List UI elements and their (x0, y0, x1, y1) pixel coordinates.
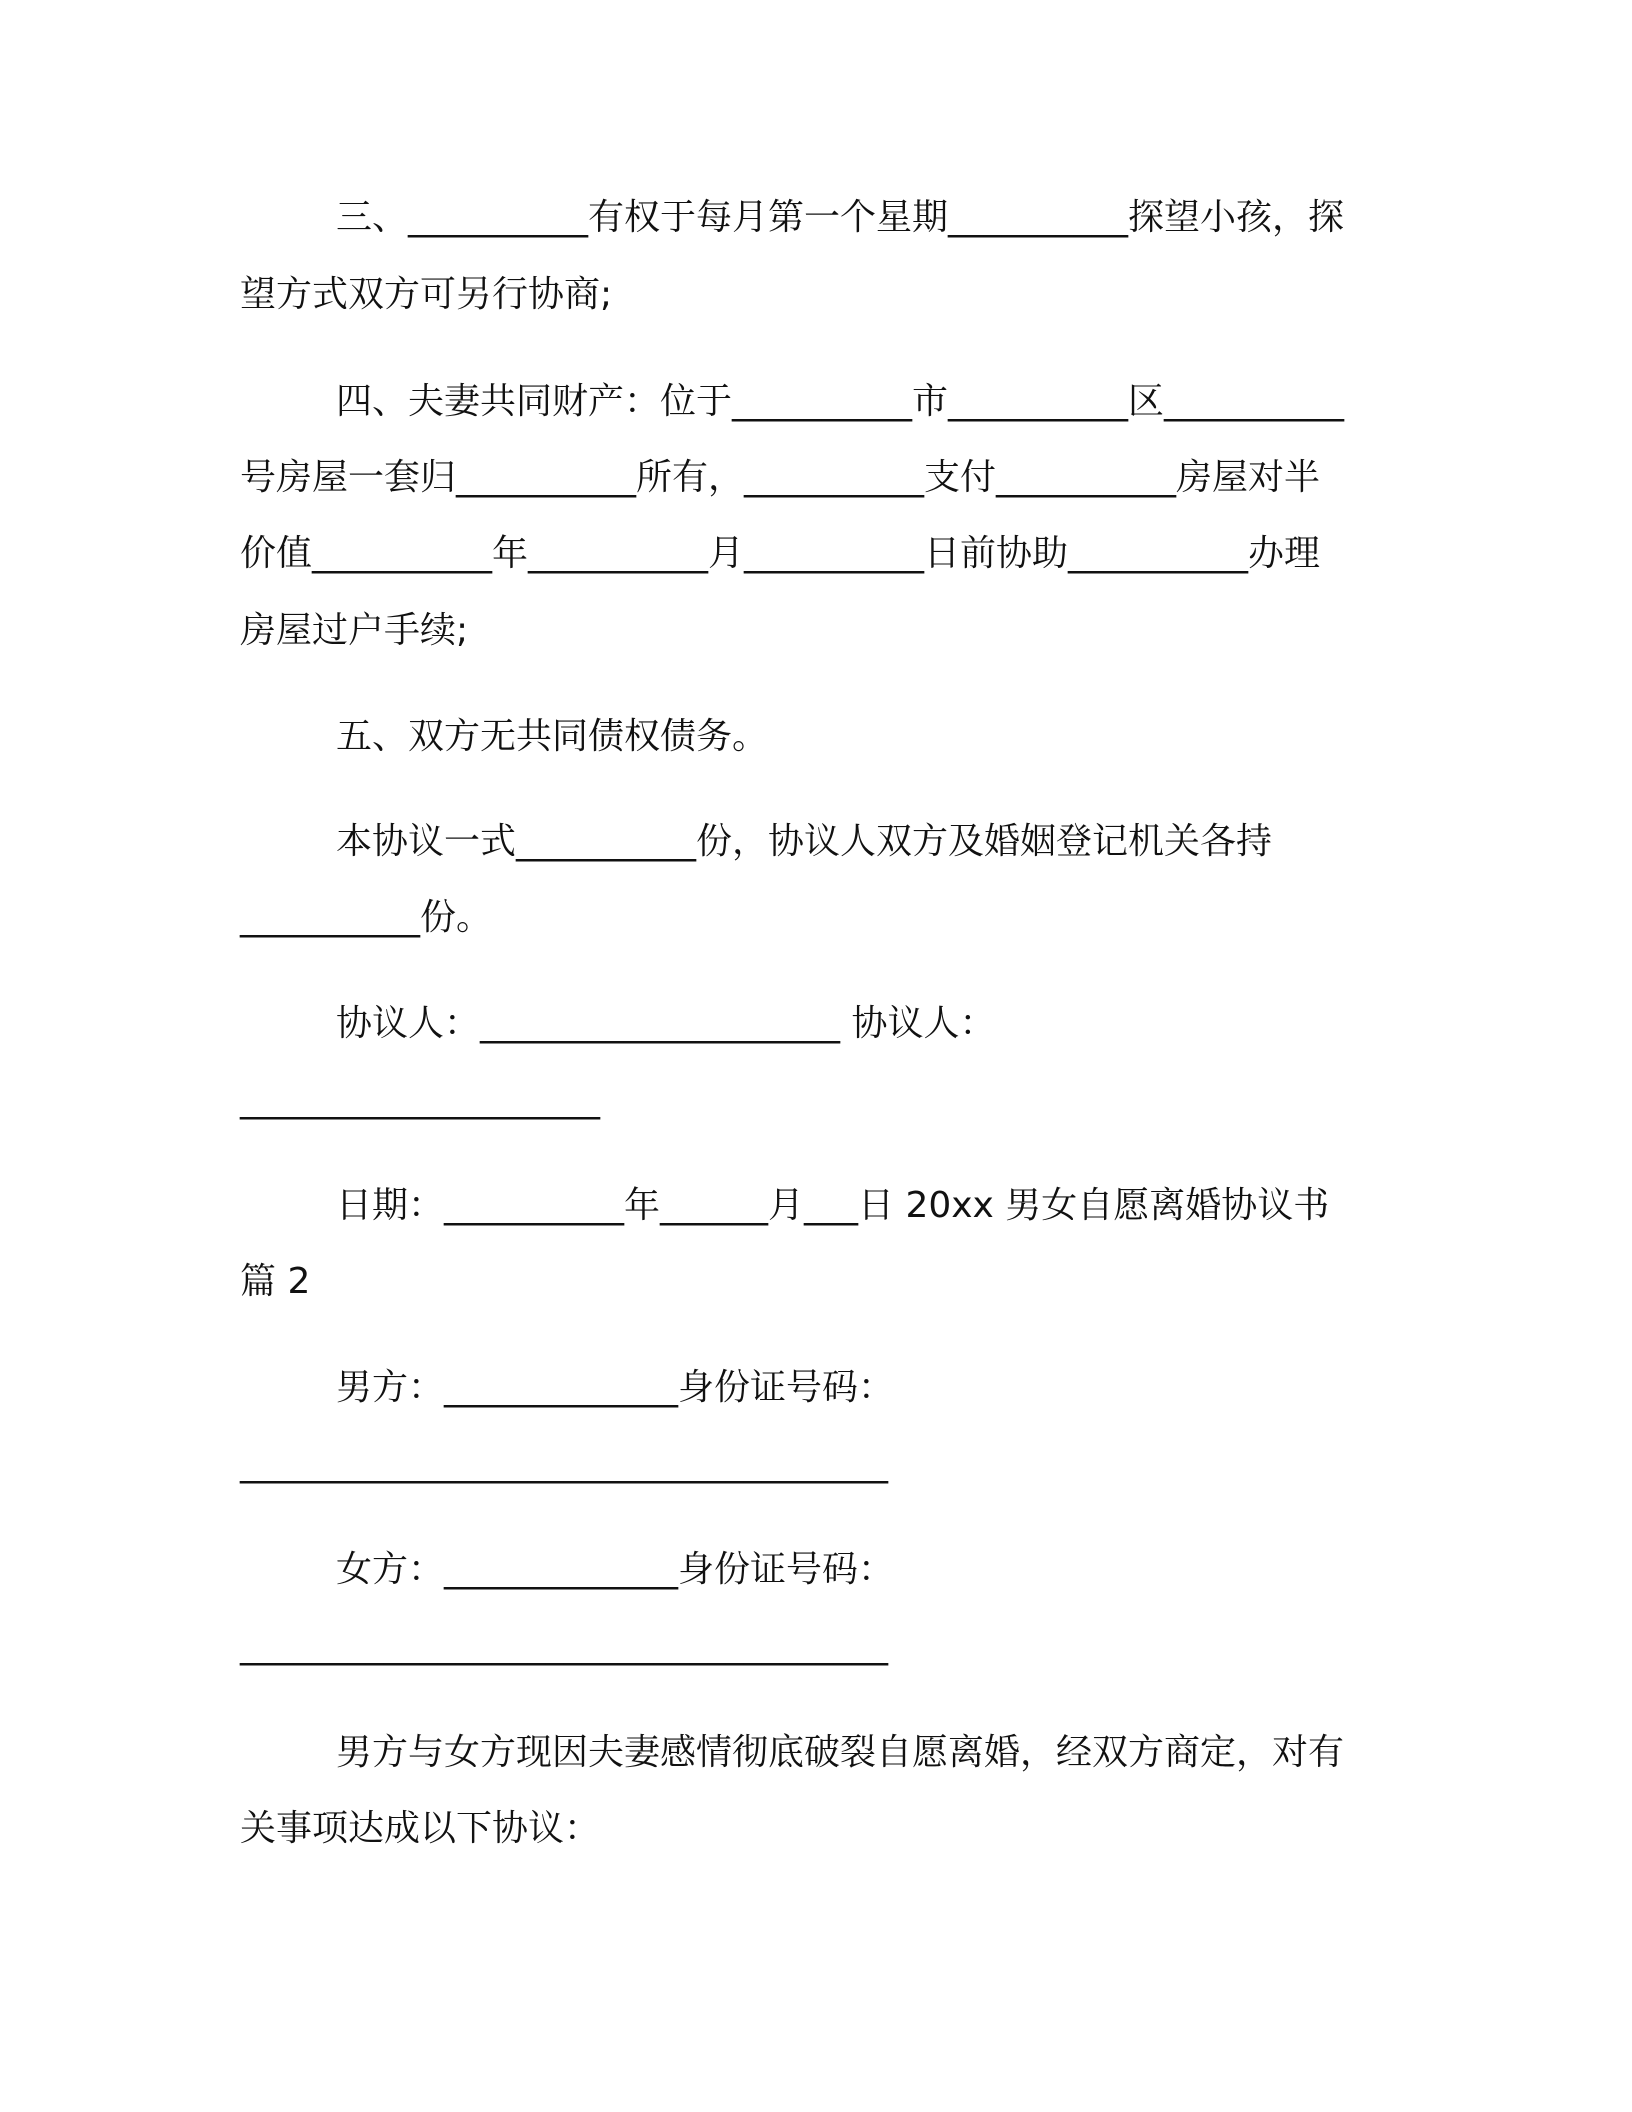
clause-four-line-1: 四、夫妻共同财产：位于__________市__________区__________ (336, 381, 1345, 422)
document-page (240, 0, 1400, 2112)
agreement-intro-line-1: 男方与女方现因夫妻感情彻底破裂自愿离婚，经双方商定，对有 (336, 1732, 1345, 1773)
female-id-blank-line: ____________________________________ (240, 1625, 888, 1666)
female-party-line: 女方：_____________身份证号码： (336, 1549, 895, 1590)
agreement-intro-line-2: 关事项达成以下协议： (240, 1808, 601, 1849)
clause-four-line-2: 号房屋一套归__________所有，__________支付__________房屋对半 (240, 457, 1321, 498)
male-id-blank-line: ____________________________________ (240, 1443, 888, 1484)
clause-three-line-2: 望方式双方可另行协商; (240, 274, 613, 315)
copies-line-1: 本协议一式__________份，协议人双方及婚姻登记机关各持 (336, 821, 1273, 862)
male-party-line: 男方：_____________身份证号码： (336, 1367, 895, 1408)
signatory-blank-line: ____________________ (240, 1079, 600, 1120)
copies-line-2: __________份。 (240, 897, 493, 938)
date-title-line: 日期：__________年______月___日 20xx 男女自愿离婚协议书 (336, 1185, 1330, 1226)
title-continuation-line: 篇 2 (240, 1261, 311, 1302)
clause-three-line-1: 三、__________有权于每月第一个星期__________探望小孩，探 (336, 197, 1345, 238)
clause-five-line: 五、双方无共同债权债务。 (336, 716, 769, 757)
clause-four-line-4: 房屋过户手续; (240, 610, 469, 651)
signatories-line: 协议人：____________________ 协议人： (336, 1003, 996, 1044)
clause-four-line-3: 价值__________年__________月__________日前协助__________办理 (240, 533, 1321, 574)
